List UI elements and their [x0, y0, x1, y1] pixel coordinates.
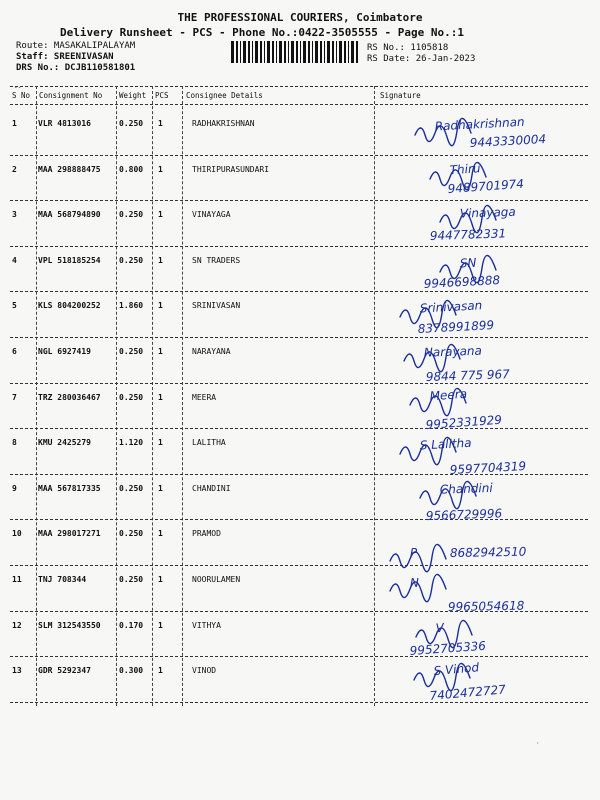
signature-phone: 9952705336	[409, 638, 487, 658]
barcode-bar	[248, 41, 250, 63]
row-consignee: LALITHA	[192, 438, 226, 448]
signature-phone: 9844 775 967	[425, 367, 511, 384]
row-consignee: NARAYANA	[192, 347, 231, 356]
row-sno: 2	[12, 164, 17, 174]
barcode-bar	[315, 41, 318, 63]
row-pcs: 1	[158, 210, 163, 220]
row-signature	[380, 114, 590, 161]
signature-name: Chandini	[439, 480, 493, 497]
barcode-bar	[272, 41, 274, 63]
signature-phone: 9952331929	[425, 412, 503, 432]
row-consignment-no: TNJ 708344	[38, 575, 87, 584]
signature-phone: 7402472727	[429, 682, 507, 704]
row-weight: 0.250	[119, 392, 144, 402]
barcode-bar	[243, 41, 246, 63]
barcode-bar	[303, 41, 306, 63]
barcode-bar	[336, 41, 337, 63]
row-pcs: 1	[158, 119, 163, 128]
row-sno: 3	[12, 210, 17, 220]
barcode-bar	[267, 41, 270, 63]
row-pcs: 1	[158, 666, 163, 676]
signature-name: Thiru	[449, 160, 481, 177]
row-signature	[380, 573, 590, 617]
row-signature	[380, 299, 590, 343]
row-pcs: 1	[158, 392, 163, 402]
row-signature	[380, 436, 590, 480]
row-sno: 10	[12, 529, 22, 539]
row-signature	[380, 254, 590, 298]
row-weight: 1.120	[119, 438, 144, 448]
signature-name: S.Vinod	[433, 660, 480, 679]
column-header-consignee: Consignee Details	[186, 91, 263, 100]
barcode-bar	[288, 41, 289, 63]
column-divider	[374, 86, 375, 706]
barcode-bar	[332, 41, 334, 63]
row-weight: 0.250	[119, 210, 144, 220]
row-weight: 0.250	[119, 347, 144, 356]
row-signature	[380, 160, 590, 207]
row-consignee: VINAYAGA	[192, 210, 231, 220]
signature-phone: 8682942510	[449, 545, 527, 561]
row-consignment-no: GDR 5292347	[38, 666, 91, 676]
barcode-bar	[252, 41, 253, 63]
barcode-bar	[351, 41, 354, 63]
signature-name: V	[435, 620, 445, 635]
row-sno: 8	[12, 438, 17, 448]
row-consignment-no: VLR 4813016	[38, 119, 91, 128]
row-weight: 0.250	[119, 483, 144, 493]
barcode-bar	[276, 41, 277, 63]
row-weight: 0.250	[119, 255, 144, 265]
rs-number: RS No.: 1105818	[367, 43, 449, 53]
company-title: THE PROFESSIONAL COURIERS, Coimbatore	[177, 11, 423, 24]
barcode-bar	[240, 41, 241, 63]
row-signature	[380, 482, 590, 526]
barcode-image	[231, 41, 359, 63]
column-divider	[152, 86, 153, 706]
signature-name: Srinivasan	[419, 298, 483, 316]
row-consignment-no: MAA 298017271	[38, 529, 101, 539]
row-pcs: 1	[158, 438, 163, 448]
column-header-consignment: Consignment No	[39, 91, 103, 100]
row-consignment-no: KLS 804200252	[38, 301, 101, 311]
barcode-bar	[236, 41, 238, 63]
row-weight: 0.250	[119, 119, 144, 128]
row-consignment-no: TRZ 280036467	[38, 392, 101, 402]
row-consignee: PRAMOD	[192, 529, 221, 539]
row-weight: 1.860	[119, 301, 144, 311]
row-pcs: 1	[158, 575, 163, 584]
row-consignee: THIRIPURASUNDARI	[192, 164, 270, 174]
row-consignee: SN TRADERS	[192, 255, 241, 265]
row-sno: 6	[12, 347, 17, 356]
signature-phone: 9566729996	[425, 506, 503, 523]
row-consignment-no: NGL 6927419	[38, 347, 91, 356]
barcode-bar	[284, 41, 286, 63]
barcode-bar	[324, 41, 325, 63]
staff-label: Staff: SREENIVASAN	[16, 52, 114, 62]
row-consignee: NOORULAMEN	[192, 575, 241, 584]
barcode-bar	[296, 41, 298, 63]
column-divider	[182, 86, 183, 706]
row-consignment-no: SLM 312543550	[38, 620, 101, 630]
signature-phone: 9597704319	[449, 459, 527, 478]
signature-phone: 9489701974	[447, 176, 525, 196]
row-consignment-no: MAA 568794890	[38, 210, 101, 220]
header-top-rule	[10, 86, 588, 87]
row-consignee: RADHAKRISHNAN	[192, 119, 255, 128]
signature-name: Meera	[429, 386, 468, 403]
signature-name: N	[409, 575, 420, 590]
column-divider	[36, 86, 37, 706]
row-sno: 13	[12, 666, 22, 676]
corner-mark: --	[14, 84, 22, 91]
row-weight: 0.250	[119, 575, 144, 584]
signature-phone: 8378991899	[417, 318, 495, 337]
barcode-bar	[264, 41, 265, 63]
row-signature	[380, 619, 590, 663]
signature-name: S.Lalitha	[419, 435, 472, 453]
row-signature	[380, 345, 590, 389]
barcode-bar	[339, 41, 342, 63]
row-consignment-no: VPL 518185254	[38, 255, 101, 265]
row-sno: 5	[12, 301, 17, 311]
row-pcs: 1	[158, 301, 163, 311]
signature-phone: 9443330004	[469, 132, 547, 150]
signature-name: P	[409, 546, 418, 561]
row-sno: 9	[12, 483, 17, 493]
signature-scribble	[390, 545, 446, 572]
barcode-bar	[231, 41, 234, 63]
barcode-bar	[300, 41, 301, 63]
row-signature	[380, 386, 590, 435]
barcode-bar	[348, 41, 349, 63]
signature-phone: 9447782331	[429, 226, 507, 244]
row-signature	[380, 660, 590, 708]
drs-number: DRS No.: DCJB110581801	[16, 63, 136, 73]
row-weight: 0.250	[119, 529, 144, 539]
barcode-bar	[291, 41, 294, 63]
column-header-pcs: PCS	[155, 91, 169, 100]
row-pcs: 1	[158, 164, 163, 174]
barcode-bar	[260, 41, 262, 63]
row-consignee: VITHYA	[192, 620, 221, 630]
barcode-bar	[308, 41, 310, 63]
row-consignee: MEERA	[192, 392, 217, 402]
row-weight: 0.300	[119, 666, 144, 676]
row-sno: 12	[12, 620, 22, 630]
signature-name: Narayana	[423, 343, 483, 360]
row-consignment-no: MAA 567817335	[38, 483, 101, 493]
row-signature	[380, 204, 590, 252]
row-pcs: 1	[158, 347, 163, 356]
row-sno: 1	[12, 119, 17, 128]
barcode-bar	[255, 41, 258, 63]
row-pcs: 1	[158, 620, 163, 630]
row-consignee: CHANDINI	[192, 483, 231, 493]
row-signature	[380, 527, 590, 571]
route-label: Route: MASAKALIPALAYAM	[16, 41, 136, 51]
row-sno: 4	[12, 255, 17, 265]
row-consignment-no: KMU 2425279	[38, 438, 91, 448]
row-pcs: 1	[158, 483, 163, 493]
column-header-signature: Signature	[380, 91, 421, 100]
barcode-bar	[327, 41, 330, 63]
barcode-bar	[320, 41, 322, 63]
page-mark: ·	[536, 740, 540, 747]
row-consignee: VINOD	[192, 666, 217, 676]
column-header-weight: Weight	[119, 91, 147, 100]
row-weight: 0.800	[119, 164, 144, 174]
signature-name: Radhakrishnan	[434, 114, 525, 134]
signature-phone: 9946698888	[423, 272, 501, 291]
column-divider	[116, 86, 117, 706]
row-pcs: 1	[158, 529, 163, 539]
barcode-bar	[344, 41, 346, 63]
row-consignment-no: MAA 298888475	[38, 164, 101, 174]
signature-name: Vinayaga	[459, 204, 517, 221]
barcode-bar	[312, 41, 313, 63]
row-weight: 0.170	[119, 620, 144, 630]
runsheet-subtitle: Delivery Runsheet - PCS - Phone No.:0422-3505555 - Page No.:1	[60, 26, 464, 39]
row-sno: 7	[12, 392, 17, 402]
rs-date: RS Date: 26-Jan-2023	[367, 54, 476, 64]
signature-name: SN	[459, 255, 477, 271]
barcode-bar	[279, 41, 282, 63]
column-header-sno: S No	[12, 91, 31, 100]
barcode-bar	[356, 41, 358, 63]
row-consignee: SRINIVASAN	[192, 301, 241, 311]
row-sno: 11	[12, 575, 22, 584]
signature-phone: 9965054618	[447, 598, 525, 614]
row-pcs: 1	[158, 255, 163, 265]
header-bottom-rule	[10, 104, 588, 105]
